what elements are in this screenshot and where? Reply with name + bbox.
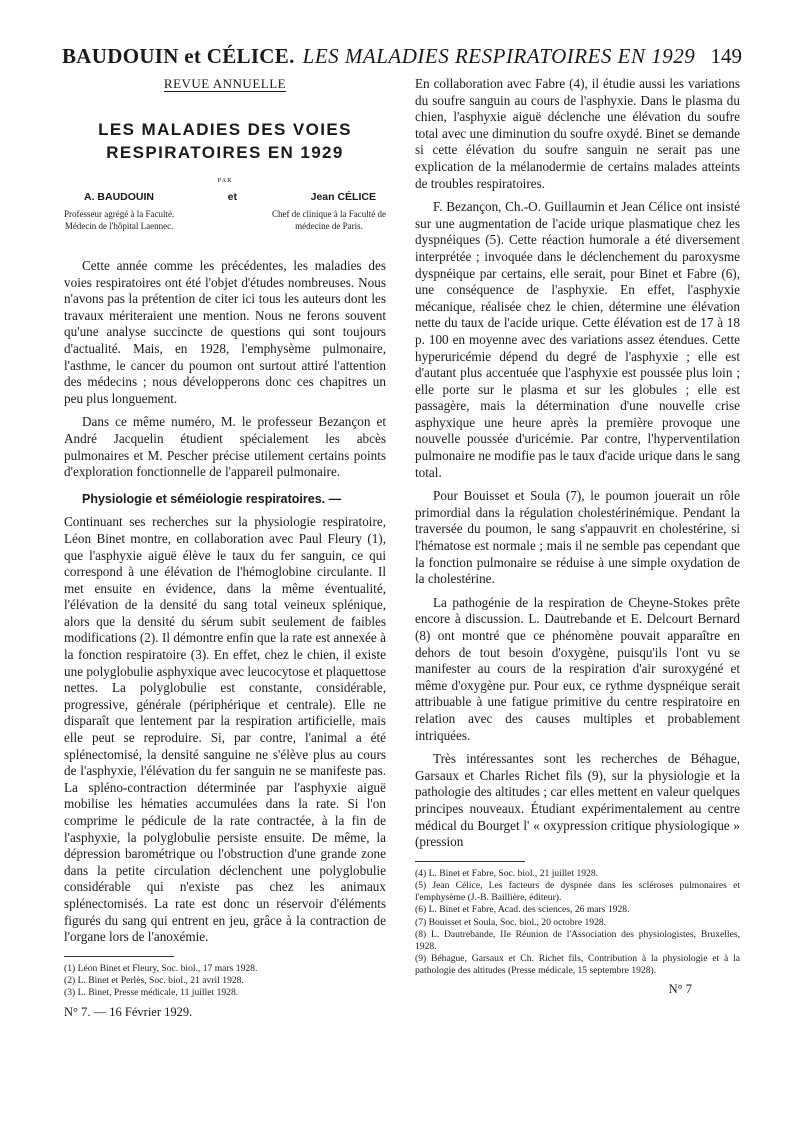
- byline-par: PAR: [217, 177, 233, 184]
- footnote-rule: [64, 956, 174, 957]
- section-heading-text: Physiologie et séméiologie respiratoires. —: [82, 491, 342, 506]
- footnote-1: (1) Léon Binet et Fleury, Soc. biol., 17 mars 1928.: [64, 962, 258, 974]
- affiliation-baudouin-line2: Médecin de l'hôpital Laennec.: [64, 221, 174, 231]
- paragraph-sulfur: En collaboration avec Fabre (4), il étudie aussi les variations du soufre sanguin au cours de l'asphyxie. Dans le plasma du chien, l'asphyxie aiguë déclenche une élévation du soufre total avec une diminution du soufre oxydé. Binet se demande si cette élévation du soufre sanguin ne serait pas une explication de la mélanodermie de certains malades atteints de troubles respiratoires.: [415, 76, 740, 191]
- left-body: [64, 258, 386, 946]
- footnote-7: (7) Bouisset et Soula, Soc. biol., 20 octobre 1928.: [415, 916, 607, 928]
- author-celice: Jean CÉLICE: [310, 191, 376, 203]
- paragraph-same-issue: Dans ce même numéro, M. le professeur Bezançon et André Jacquelin étudient spécialement les abcès pulmonaires et M. Pescher précise utilement certains points d'exploration fonctionnelle de l'appareil pulmonaire.: [64, 414, 386, 480]
- affiliation-celice-line1: Chef de clinique à la Faculté de: [272, 209, 386, 219]
- paragraph-intro: Cette année comme les précédentes, les maladies des voies respiratoires ont été l'objet d'études nombreuses. Nous n'avons pas la prétention de citer ici tous les auteurs dont les travaux mériteraient une mention. Nous ne ferons souvent qu'une analyse succincte de questions qui sont toujours d'actualité. Mais, en 1928, l'emphysème pulmonaire, l'asthme, le cancer du poumon ont surtout attiré l'attention des médecins ; nous développerons donc ces chapitres un peu plus longuement.: [64, 258, 386, 406]
- footnote-8: (8) L. Dautrebande, IIe Réunion de l'Association des physiologistes, Bruxelles, 1928.: [415, 928, 740, 952]
- article-title-line1: LES MALADIES DES VOIES: [98, 120, 352, 139]
- issue-date-line: N° 7. — 16 Février 1929.: [64, 1005, 193, 1020]
- header-authors: BAUDOUIN et CÉLICE.: [62, 44, 295, 68]
- left-column: [64, 76, 386, 1020]
- affiliations-row: [64, 208, 386, 232]
- right-footnotes: [415, 868, 740, 978]
- issue-number: N° 7: [668, 981, 692, 996]
- affiliation-baudouin: [64, 208, 174, 232]
- footnote-rule-right: [415, 861, 525, 862]
- paragraph-uric-acid: F. Bezançon, Ch.-O. Guillaumin et Jean Célice ont insisté sur une augmentation de l'acide urique plasmatique chez les dyspnéiques (5). Cette réaction humorale a été diversement interprétée ; invoquée dans le déclenchement du paroxysme dyspnéique par certains, elle serait, pour Binet et Fabre (6), une conséquence de l'asphyxie. En effet, l'asphyxie mécanique, réalisée chez le chien, détermine une élévation nette du taux de l'acide urique. Cette élévation est de 17 à 18 p. 100 en moyenne avec des variations assez étendues. Cette hyperuricémie dépend du degré de l'asphyxie ; elle est d'autant plus accentuée que l'asphyxie est poussée plus loin ; elle porte sur le plasma et sur les globules ; elle est passagère, mais la détermination d'une nouvelle crise asphyxique une heure après la première provoque une nouvelle poussée d'uricémie. Par contre, l'hyperventilation pulmonaire ne modifie pas le taux d'acide urique dans le sang total.: [415, 199, 740, 480]
- right-column: [415, 76, 740, 997]
- author-conjunction: et: [227, 191, 237, 203]
- footnote-5: (5) Jean Célice, Les facteurs de dyspnée dans les scléroses pulmonaires et l'emphysème (J.-B. Baillière, éditeur).: [415, 879, 740, 904]
- footnote-3: (3) L. Binet, Presse médicale, 11 juillet 1928.: [64, 987, 239, 999]
- footnote-2: (2) L. Binet et Perlès, Soc. biol., 21 avril 1928.: [64, 974, 244, 986]
- affiliation-celice-line2: médecine de Paris.: [295, 221, 363, 231]
- author-baudouin: A. BAUDOUIN: [84, 191, 154, 203]
- section-heading-physiology: [64, 491, 386, 508]
- paragraph-cholesterol: Pour Bouisset et Soula (7), le poumon jouerait un rôle primordial dans la régulation cholestérinémique. Pendant la traversée du poumon, le sang s'appauvrit en cholestérine, si l'hématose est normale ; mais il ne semble pas cependant que la fonction pulmonaire se réduise à une simple oxydation de la cholestérine.: [415, 488, 740, 587]
- footnote-9: (9) Béhague, Garsaux et Ch. Richet fils, Contribution à la physiologie et à la pathologie des altitudes (Presse médicale, 15 septembre 1928).: [415, 953, 740, 977]
- affiliation-baudouin-line1: Professeur agrégé à la Faculté.: [64, 209, 175, 219]
- section-kicker: REVUE ANNUELLE: [163, 76, 287, 91]
- paragraph-cheyne-stokes: La pathogénie de la respiration de Cheyne-Stokes prête encore à discussion. L. Dautrebande et E. Delcourt Bernard (8) ont montré que ce phénomène pouvait apparaître en dehors de tout besoin d'oxygène, puisqu'ils l'ont vu se manifester au cours de la respiration d'air suroxygéné et même d'oxygène pur. Pour eux, ce rythme dyspnéique serait attribuable à une fatigue primitive du centre respiratoire en relation avec des causes multiples et probablement intriquées.: [415, 594, 740, 743]
- paragraph-altitudes: Très intéressantes sont les recherches de Béhague, Garsaux et Charles Richet fils (9), sur la physiologie et la pathologie des altitudes ; car elles mettent en valeur quelques principes nouveaux. Étudiant expérimentalement au centre médical du Bourget l' « oxypression critique physiologique » (pression: [415, 751, 740, 850]
- authors-row: [64, 191, 386, 203]
- right-body: [415, 76, 740, 851]
- article-title-line2: RESPIRATOIRES EN 1929: [106, 143, 344, 162]
- footnote-6: (6) L. Binet et Fabre, Acad. des sciences, 26 mars 1928.: [415, 904, 630, 916]
- paragraph-physiology: Continuant ses recherches sur la physiologie respiratoire, Léon Binet montre, en collaboration avec Paul Fleury (1), que l'asphyxie aiguë élève le taux du fer sanguin, ce qui correspond à une élévation de l'hémoglobine circulante. Il met ensuite en évidence, dans la même éventualité, l'élévation de la densité du sang total veineux splénique, alors que la densité du sérum subit seulement de faibles modifications (2). Il démontre enfin que la rate est annexée à la fonction respiratoire (3). En effet, chez le chien, il existe une polyglobulie asphyxique avec leucocytose et plaquettose nettes. La polyglobulie est constante, considérable, progressive, générale (périphérique et centrale). Elle ne disparaît que lentement par la respiration artificielle, mais elle peut se reproduire. Si, par contre, l'animal a été splénectomisé, la densité sanguine ne s'élève plus au cours de l'asphyxie, l'élévation du fer sanguin ne se manifeste pas. La spléno-contraction déterminée par l'asphyxie aiguë mobilise les hématies accumulées dans la rate. Si l'on comprime le pédicule de la rate contractée, à la fin de l'asphyxie, la polyglobulie persiste ensuite. De même, la dépression barométrique ou l'obstruction d'une grande zone dans la petite circulation déclenchent une polyglobulie considérable qui n'existe pas chez les animaux splénectomisés. La rate est donc un réservoir d'éléments figurés du sang qui entrent en jeu, grâce à la contraction de l'organe lors de l'anoxémie.: [64, 514, 386, 945]
- affiliation-celice: [272, 208, 386, 232]
- page-number: 149: [710, 44, 742, 68]
- left-footnotes: [64, 963, 386, 1000]
- footnote-4: (4) L. Binet et Fabre, Soc. biol., 21 juillet 1928.: [415, 867, 599, 879]
- header-running-title: LES MALADIES RESPIRATOIRES EN 1929: [302, 44, 696, 68]
- running-header: [62, 44, 742, 74]
